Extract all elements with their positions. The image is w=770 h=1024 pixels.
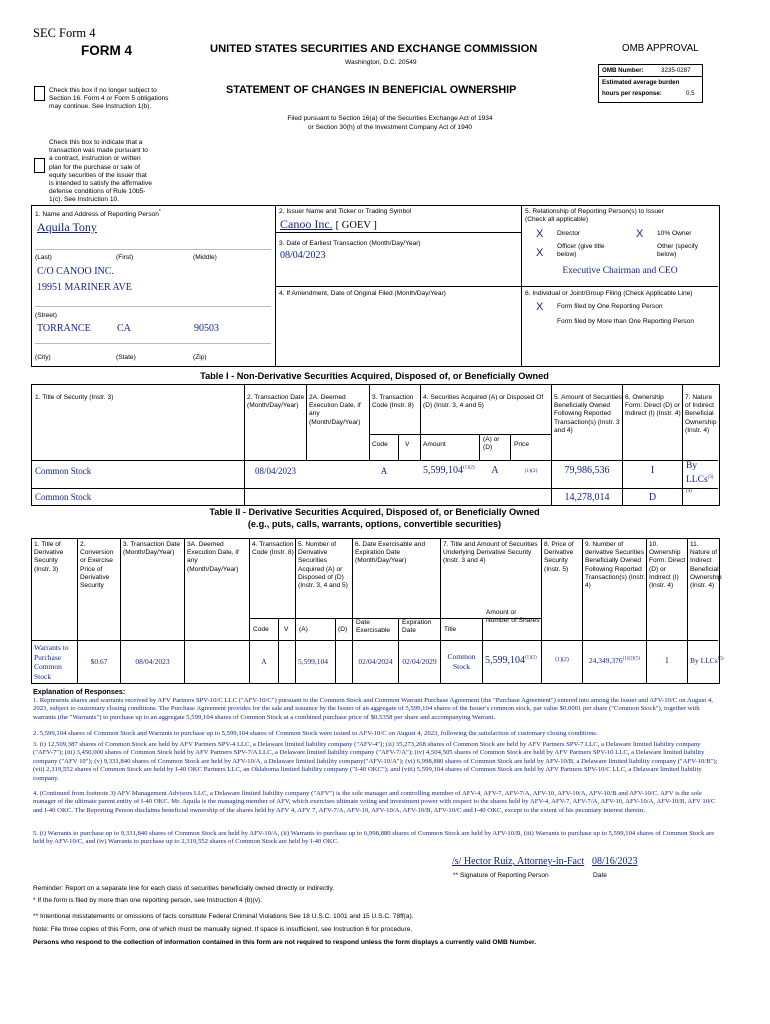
date-label: Date bbox=[593, 872, 607, 879]
last-label: (Last) bbox=[35, 254, 52, 261]
owner-label: 10% Owner bbox=[657, 230, 692, 237]
amendment-label: 4. If Amendment, Date of Original Filed (Month/Day/Year) bbox=[279, 290, 446, 297]
t2-h3: 3. Transaction Date (Month/Day/Year) bbox=[123, 541, 181, 557]
relationship-label: 5. Relationship of Reporting Person(s) to Issuer (Check all applicable) bbox=[525, 208, 664, 224]
owner-x[interactable]: X bbox=[636, 228, 644, 240]
checkbox-no-longer-subject[interactable] bbox=[34, 86, 45, 101]
state-label: (State) bbox=[116, 354, 136, 361]
statement-title: STATEMENT OF CHANGES IN BENEFICIAL OWNERSHIP bbox=[226, 84, 517, 96]
t1-r1-owned: 79,986,536 bbox=[564, 465, 610, 476]
t2-r1-a: 5,599,104 bbox=[298, 657, 328, 666]
reporting-person-label: 1. Name and Address of Reporting Person* bbox=[35, 209, 161, 219]
footnote-3: 3. (i) 12,509,387 shares of Common Stock are held by AFV Partners SPV-4 LLC, a Delaware limited liability company ("AFV-4"); (ii) 35,273,268 shares of Common Stock are held by AFV Partners SPV-7 LLC, a Delaware limited liability company ("AFV-7"); (iii) 3,450,000 shares of Common Stock held by AFV Partners SPV-7/A LLC, a Delaware limited liability company ("AFV-7/A"); (iv) 4,504,505 shares of Common Stock are held by AFV Partners SPV-10 LLC, a Delaware limited liability company ("AFV 10"); (v) 9,331,840 shares of Common Stock are held by AFV-10/A, a Delaware limited liability company("AFV-10/A"); (vi) 6,998,880 shares of Common Stock are held by AFV-10/B, a Delaware limited liability company ("AFV-10/B"); (vii) 2,319,552 shares of Common Stock are held by I-40 OKC Partners LLC, an Oklahoma limited liability company ("I-40 OKC"); and (viii) 5,599,104 shares of Common Stock are held by AFV Partners SPV-10/C LLC, a Delaware limited liability company. bbox=[33, 741, 718, 782]
omb-title: OMB APPROVAL bbox=[622, 43, 699, 54]
t1-r1-date: 08/04/2023 bbox=[254, 466, 296, 476]
one-person-label: Form filed by One Reporting Person bbox=[557, 303, 663, 310]
t1-r2-owned: 14,278,014 bbox=[564, 492, 610, 503]
t2-r1-price: $0.67 bbox=[90, 657, 108, 666]
t2-h3a: 3A. Deemed Execution Date, if any (Month/Day/Year) bbox=[187, 541, 239, 573]
t2-h11: 11. Nature of Indirect Beneficial Ownership (Instr. 4) bbox=[690, 541, 722, 590]
location: Washington, D.C. 20549 bbox=[345, 59, 417, 66]
t1-h-acquired: 4. Securities Acquired (A) or Disposed Of (D) (Instr. 3, 4 and 5) bbox=[423, 394, 544, 410]
t2-h-a: (A) bbox=[299, 626, 308, 633]
t1-h-owned: 5. Amount of Securities Beneficially Owned Following Reported Transaction(s) (Instr. 3 and 4) bbox=[554, 394, 622, 434]
filing-label: 6. Individual or Joint/Group Filing (Check Applicable Line) bbox=[525, 290, 693, 297]
t2-r1-title: Warrants to Purchase Common Stock bbox=[34, 643, 69, 681]
table2-title: Table II - Derivative Securities Acquired, Disposed of, or Beneficially Owned bbox=[209, 507, 540, 517]
t2-h8: 8. Price of Derivative Security (Instr. 5) bbox=[544, 541, 574, 573]
city: TORRANCE bbox=[37, 323, 91, 334]
t1-r1-nature: By LLCs$^{(3)(4)}$ bbox=[686, 461, 714, 495]
omb-hours-value: 0.5 bbox=[686, 90, 695, 97]
t2-r1-form: I bbox=[665, 656, 669, 665]
checkbox1-text: Check this box if no longer subject to Section 16. Form 4 or Form 5 obligations may continue. See Instruction 1(b). bbox=[49, 87, 169, 111]
issuer-label: 2. Issuer Name and Ticker or Trading Symbol bbox=[279, 208, 412, 215]
footnote-4: 4. (Continued from footnote 3) AFV Management Advisors LLC, a Delaware limited liability company ("AFV") is the sole manager and controlling member of AFV-4, AFV-7, AFV-7/A, AFV-10, AFV-10/A, AFV-10/B and AFV-10/C. AFV is the sole manager of the ultimate parent entity of I-40 OKC. Mr. Aquila is the managing member of AFV, which exercises ultimate voting and investment power with respect to the shares held by AFV-4, AFV-7, AFV-7/A, AFV-10, AFV-10/A, AFV-10/B, AFV 10/C and I-40 OKC. The Reporting Person disclaims beneficial ownership of the shares held by AFV 4, AFV 7, AFV-7/A, AFV-10, AFV-10/A, AFV-10/B, AFV-10/C and I-40 OKC, except to the extent of his pecuniary interest therein. bbox=[33, 790, 716, 814]
filed-pursuant-2: or Section 30(h) of the Investment Company Act of 1940 bbox=[307, 124, 473, 131]
t2-r1-expiration: 02/04/2029 bbox=[402, 657, 437, 666]
t2-h-code: Code bbox=[253, 626, 269, 633]
t2-h1: 1. Title of Derivative Security (Instr. 3) bbox=[34, 541, 64, 573]
t1-r2-title: Common Stock bbox=[35, 492, 92, 502]
checkbox-10b5-1[interactable] bbox=[34, 158, 45, 173]
t2-r1-exercisable: 02/04/2024 bbox=[358, 657, 393, 666]
note-omb: Persons who respond to the collection of information contained in this form are not required to respond unless the form displays a currently valid OMB Number. bbox=[33, 939, 537, 946]
footnote-1: 1. Represents shares and warrants received by AFV Partners SPV-10/C LLC ("AFV-10/C") pursuant to the Common Stock and Common Warrant Purchase Agreement (the "Purchase Agreement") entered into among the Issuer and AFV-10/C on August 4, 2023, subject to customary closing conditions. The Purchase Agreement provides for the sale and issuance by the Issuer of an aggregate of 5,599,104 shares of the Issuer's common stock, par value $0.0001 per share ("Common Stock"), together with warrants (the "Warrants") to purchase up to an aggregate 5,599,104 shares of Common Stock at a combined purchase price of $0.5358 per share and accompanying Warrant. bbox=[33, 697, 713, 721]
one-person-x[interactable]: X bbox=[536, 301, 544, 313]
t1-h-deemed: 2A. Deemed Execution Date, if any (Month/Day/Year) bbox=[309, 394, 361, 426]
form-title: FORM 4 bbox=[81, 43, 133, 58]
middle-label: (Middle) bbox=[193, 254, 217, 261]
t1-h-date: 2. Transaction Date (Month/Day/Year) bbox=[247, 394, 305, 410]
signature-label: ** Signature of Reporting Person bbox=[453, 872, 549, 879]
director-label: Director bbox=[557, 230, 581, 237]
t1-h-title: 1. Title of Security (Instr. 3) bbox=[35, 394, 114, 401]
more-person-label: Form filed by More than One Reporting Person bbox=[557, 318, 695, 325]
t1-r1-price: (1)(2) bbox=[524, 468, 538, 474]
issuer-link[interactable]: Canoo Inc. bbox=[280, 217, 333, 231]
reminder: Reminder: Report on a separate line for each class of securities beneficially owned directly or indirectly. bbox=[33, 885, 335, 892]
t1-h-aord: (A) or (D) bbox=[483, 436, 500, 452]
table1-title: Table I - Non-Derivative Securities Acquired, Disposed of, or Beneficially Owned bbox=[200, 371, 549, 381]
t1-h-code: 3. Transaction Code (Instr. 8) bbox=[372, 394, 414, 410]
t1-r1-form: I bbox=[650, 465, 655, 476]
t2-h2: 2. Conversion or Exercise Price of Derivative Security bbox=[80, 541, 114, 590]
note-misstatements: ** Intentional misstatements or omissions of facts constitute Federal Criminal Violations See 18 U.S.C. 1001 and 15 U.S.C. 78ff(a). bbox=[33, 913, 414, 920]
sec-form-label: SEC Form 4 bbox=[33, 26, 96, 40]
officer-x[interactable]: X bbox=[536, 247, 544, 259]
earliest-date-label: 3. Date of Earliest Transaction (Month/Day/Year) bbox=[279, 240, 421, 247]
t1-h-code2: Code bbox=[372, 441, 388, 448]
footnote-5: 5. (i) Warrants to purchase up to 9,331,840 shares of Common Stock are held by AFV-10/A, (ii) Warrants to purchase up to 6,998,880 shares of Common Stock are held by AFV-10/B, (iii) Warrants to purchase up to 5,599,104 shares of Common Stock are held by AFV-10/C, and (iv) Warrants to purchase up to 2,319,552 shares of Common Stock are held by I-40 OKC. bbox=[33, 830, 715, 846]
t1-h-nature: 7. Nature of Indirect Beneficial Ownership (Instr. 4) bbox=[685, 394, 717, 434]
t2-h4: 4. Transaction Code (Instr. 8) bbox=[252, 541, 294, 557]
t2-r1-code: A bbox=[261, 657, 267, 666]
omb-number-value: 3235-0287 bbox=[661, 67, 691, 74]
director-x[interactable]: X bbox=[536, 228, 544, 240]
reporting-person-name[interactable]: Aquila Tony bbox=[37, 220, 97, 234]
t2-h-title: Title bbox=[444, 626, 457, 633]
t2-h7: 7. Title and Amount of Securities Underlying Derivative Security (Instr. 3 and 4) bbox=[443, 541, 538, 565]
issuer-name[interactable] bbox=[280, 217, 377, 232]
t2-h6: 6. Date Exercisable and Expiration Date (Month/Day/Year) bbox=[355, 541, 426, 565]
t2-h10: 10. Ownership Form: Direct (D) or Indirect (I) (Instr. 4) bbox=[649, 541, 686, 590]
signature-name: /s/ Hector Ruiz, Attorney-in-Fact bbox=[452, 856, 585, 867]
address-line-2: 19951 MARINER AVE bbox=[37, 282, 132, 293]
t1-r1-aord: A bbox=[491, 465, 499, 476]
agency-title: UNITED STATES SECURITIES AND EXCHANGE COMMISSION bbox=[210, 43, 538, 55]
omb-number-label: OMB Number: bbox=[602, 67, 644, 74]
t2-h-v: V bbox=[284, 626, 289, 633]
omb-burden-label: Estimated average burden bbox=[602, 79, 680, 86]
officer-title: Executive Chairman and CEO bbox=[562, 266, 678, 276]
t2-r1-owned: $24,349,376^{(1)(2)(5)}$ bbox=[588, 656, 641, 665]
t1-r1-title: Common Stock bbox=[35, 466, 92, 476]
t1-h-price: Price bbox=[514, 441, 530, 448]
state: CA bbox=[117, 323, 131, 334]
other-label: Other (specify below) bbox=[657, 243, 699, 259]
t2-r1-date: 08/04/2023 bbox=[135, 657, 170, 666]
issuer-ticker: [ GOEV ] bbox=[335, 220, 377, 231]
t2-r1-price8: (1)(2) bbox=[555, 657, 569, 663]
t1-r1-code: A bbox=[380, 466, 388, 476]
first-label: (First) bbox=[116, 254, 134, 261]
signature-date: 08/16/2023 bbox=[592, 856, 638, 867]
table2-subtitle: (e.g., puts, calls, warrants, options, convertible securities) bbox=[247, 519, 502, 529]
earliest-date-value: 08/04/2023 bbox=[280, 250, 326, 261]
t1-h-v: V bbox=[405, 441, 410, 448]
t2-h-amount: Amount or Number of Shares bbox=[486, 609, 540, 625]
filed-pursuant-1: Filed pursuant to Section 16(a) of the Securities Exchange Act of 1934 bbox=[287, 115, 493, 122]
t1-h-form: 6. Ownership Form: Direct (D) or Indirect (I) (Instr. 4) bbox=[625, 394, 681, 418]
t2-h5: 5. Number of Derivative Securities Acquired (A) or Disposed of (D) (Instr. 3, 4 and 5) bbox=[298, 541, 348, 590]
zip: 90503 bbox=[194, 323, 219, 334]
note-multiple-persons: * If the form is filed by more than one reporting person, see Instruction 4 (b)(v). bbox=[33, 897, 263, 904]
zip-label: (Zip) bbox=[193, 354, 207, 361]
omb-hours-label: hours per response: bbox=[602, 90, 662, 97]
t2-r1-under-amount: $5,599,104^{(1)(2)}$ bbox=[485, 655, 537, 666]
t2-h9: 9. Number of derivative Securities Beneficially Owned Following Reported Transaction(s) (Instr. 4) bbox=[585, 541, 646, 590]
officer-label: Officer (give title below) bbox=[557, 243, 605, 259]
t2-h-d: (D) bbox=[338, 626, 348, 633]
t1-r2-form: D bbox=[648, 492, 657, 503]
t2-h-exercisable: Date Exercisable bbox=[356, 619, 391, 635]
t1-r1-amount: $5,599,104^{(1)(2)}$ bbox=[423, 465, 475, 476]
footnote-2: 2. 5,599,104 shares of Common Stock and Warrants to purchase up to 5,599,104 shares of Common Stock were issued to AFV-10/C on August 4, 2023, following the satisfaction of customary closing conditions. bbox=[33, 730, 598, 737]
address-line-1: C/O CANOO INC. bbox=[37, 266, 114, 277]
checkbox2-text: Check this box to indicate that a transaction was made pursuant to a contract, instruction or written plan for the purchase or sale of equity securities of the issuer that is intended to satisfy the affirmative defense conditions of Rule 10b5-1(c). See Instruction 10. bbox=[49, 139, 152, 204]
t1-h-amount: Amount bbox=[423, 441, 446, 448]
city-label: (City) bbox=[35, 354, 51, 361]
street-label: (Street) bbox=[35, 312, 57, 319]
t2-h-expiration: Expiration Date bbox=[402, 619, 432, 635]
t2-r1-nature: By LLCs$^{(5)}$ bbox=[690, 656, 724, 665]
t2-r1-under-title: Common Stock bbox=[447, 652, 476, 671]
explanation-title: Explanation of Responses: bbox=[33, 687, 126, 696]
note-copies: Note: File three copies of this Form, one of which must be manually signed. If space is insufficient, see Instruction 6 for procedure. bbox=[33, 926, 413, 933]
